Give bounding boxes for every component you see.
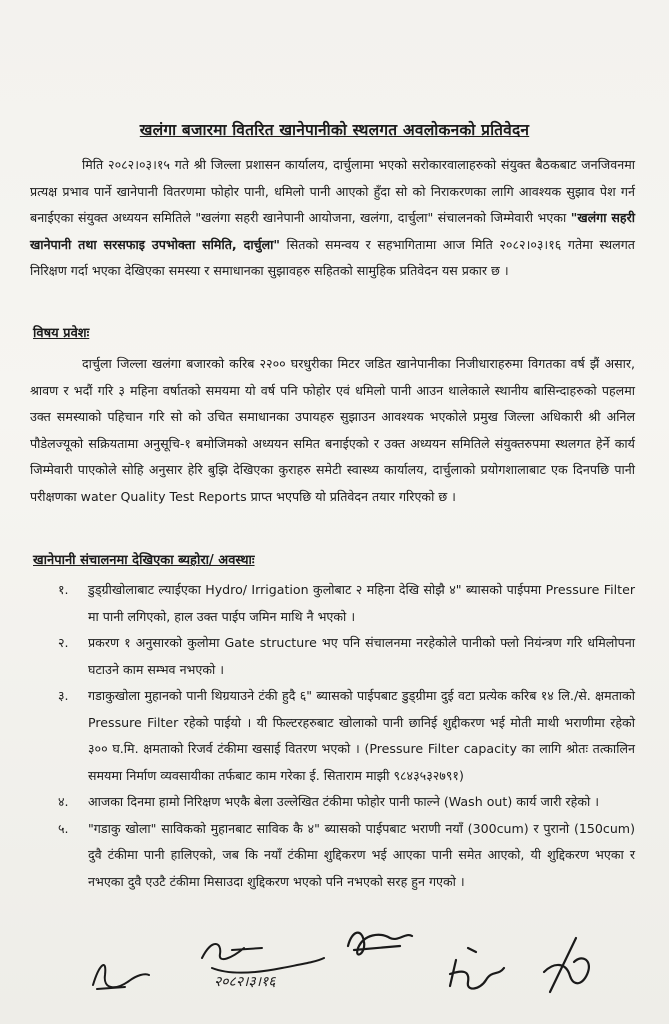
signature-3 bbox=[340, 920, 420, 980]
intro-committee-name: "खलंगा सहरी खानेपानी तथा सरसफाइ उपभोक्ता समिति, दार्चुला" bbox=[30, 210, 635, 252]
list-item bbox=[30, 789, 635, 816]
signature-5 bbox=[530, 932, 600, 1002]
list-item-text: गडाकुखोला मुहानको पानी थिग्रयाउने टंकी हुदै ६" ब्यासको पाईपबाट डुड्ग्रीमा दुई वटा प्रत्येक करिब १४ लि./से. क्षमताको Pressure Filter रहेको पाईयो । यी फिल्टरहरुबाट खोलाको पानी छानिई शुद्दीकरण भई मोती माथी भराणीमा रहेको ३०० घ.मि. क्षमताको रिजर्व टंकीमा खसाई वितरण भएको । (Pressure Filter capacity का लागि श्रोतः तत्कालिन समयमा निर्माण व्यवसायीका तर्फबाट काम गरेका ई. सिताराम माझी ९८४३५३२७९१) bbox=[88, 688, 635, 783]
signatures-area bbox=[0, 920, 669, 1024]
signature-4 bbox=[440, 940, 520, 1010]
intro-text-2: सितको समन्वय र सहभागितामा आज मिति २०८२।०३।१६ गतेमा स्थलगत निरिक्षण गर्दा भएका देखिएका समस्या र समाधानका सुझावहरु सहितको सामुहिक प्रतिवेदन यस प्रकार छ । bbox=[30, 236, 635, 278]
section-intro-paragraph: दार्चुला जिल्ला खलंगा बजारको करिब २२०० घरधुरीका मिटर जडित खानेपानीका निजीधाराहरुमा विगतका वर्ष झैं असार, श्रावण र भदौं गरि ३ महिना वर्षातको समयमा यो वर्ष पनि फोहोर एवं धमिलो पानी आउन थालेकाले स्थानीय बासिन्दाहरुको पहलमा उक्त समस्याको पहिचान गरि सो को उचित समाधानका उपायहरु सुझाउन आवश्यक भएकोले प्रमुख जिल्ला अधिकारी श्री अनिल पौडेलज्यूको सक्रियतामा अनुसूचि-१ बमोजिमको अध्ययन समित बनाईएको र उक्त अध्ययन समितिले संयुक्तरुपमा स्थलगत हेर्ने कार्य जिम्मेवारी पाएकोले सोहि अनुसार हेरि बुझि देखिएका कुराहरु समेटी स्वास्थ्य कार्यालय, दार्चुलाको प्रयोगशालाबाट एक दिनपछि पानी परीक्षणका water Quality Test Reports प्राप्त भएपछि यो प्रतिवेदन तयार गरिएको छ । bbox=[30, 356, 635, 504]
list-item bbox=[30, 816, 635, 896]
report-title: खलंगा बजारमा वितरित खानेपानीको स्थलगत अवलोकनको प्रतिवेदन bbox=[139, 121, 530, 139]
signature-2-dated bbox=[192, 928, 332, 998]
list-item-number: ४. bbox=[58, 794, 69, 809]
list-item-number: ३. bbox=[58, 688, 69, 703]
signature-date: २०८२।३।१६ bbox=[214, 974, 276, 990]
list-item-number: १. bbox=[58, 582, 69, 597]
list-item-text: प्रकरण १ अनुसारको कुलोमा Gate structure भए पनि संचालनमा नरहेकोले पानीको फ्लो नियंन्त्रण गरि धमिलोपना घटाउने काम सम्भव नभएको । bbox=[88, 635, 635, 677]
conditions-list bbox=[30, 577, 635, 895]
list-item bbox=[30, 577, 635, 630]
intro-paragraph bbox=[30, 152, 635, 285]
section-heading-conditions: खानेपानी संचालनमा देखिएका ब्यहोरा/ अवस्थाः bbox=[33, 553, 255, 568]
signature-1 bbox=[85, 945, 155, 1000]
section-heading-intro: विषय प्रवेशः bbox=[33, 326, 90, 341]
list-item-text: डुड्ग्रीखोलाबाट ल्याईएका Hydro/ Irrigation कुलोबाट २ महिना देखि सोझै ४" ब्यासको पाईपमा Pressure Filter मा पानी लगिएको, हाल उक्त पाईप जमिन माथि नै भएको । bbox=[88, 582, 635, 624]
list-item-number: २. bbox=[58, 635, 69, 650]
list-item bbox=[30, 630, 635, 683]
list-item-text: "गडाकु खोला" साविकको मुहानबाट साविक कै ४" ब्यासको पाईपबाट भराणी नयाँ (300cum) र पुरानो (150cum) दुवै टंकीमा पानी हालिएको, जब कि नयाँ टंकीमा शुद्दिकरण भई आएका पानी समेत आएको, यी शुद्दिकरण भएका र नभएका दुवै एउटै टंकीमा मिसाउदा शुद्दिकरण भएको पनि नभएको सरह हुन गएको । bbox=[88, 820, 635, 889]
list-item-text: आजका दिनमा हामो निरिक्षण भएकै बेला उल्लेखित टंकीमा फोहोर पानी फाल्ने (Wash out) कार्य जारी रहेको । bbox=[88, 794, 600, 809]
list-item bbox=[30, 683, 635, 789]
intro-text-1: मिति २०८२।०३।१५ गते श्री जिल्ला प्रशासन कार्यालय, दार्चुलामा भएको सरोकारवालाहरुको संयुक्त बैठकबाट जनजिवनमा प्रत्यक्ष प्रभाव पार्ने खानेपानी वितरणमा फोहोर पानी, धमिलो पानी आएको हुँदा सो को निराकरणका लागि आवश्यक सुझाव पेश गर्न बनाईएका संयुक्त अध्ययन समितिले "खलंगा सहरी खानेपानी आयोजना, खलंगा, दार्चुला" संचालनको जिम्मेवारी भएका bbox=[30, 157, 635, 225]
list-item-number: ५. bbox=[58, 820, 69, 836]
